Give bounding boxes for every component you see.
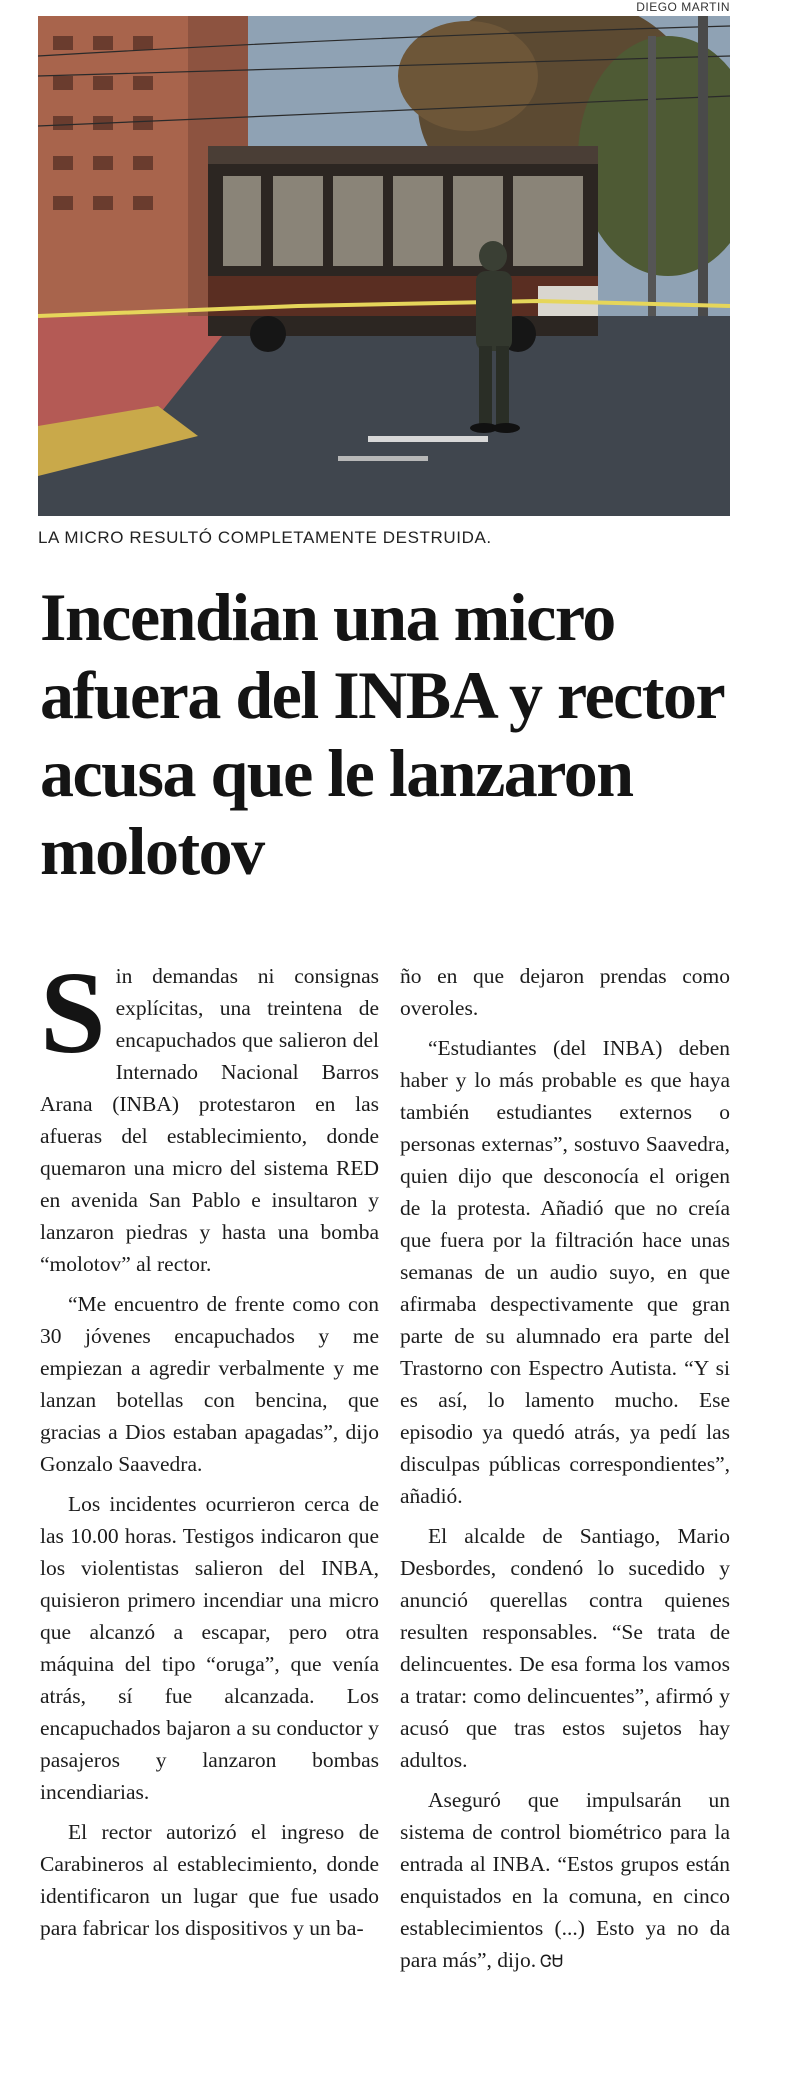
- article-column-1: [40, 947, 379, 1952]
- photo-credit: DIEGO MARTIN: [636, 0, 730, 14]
- paragraph-6: El alcalde de Santiago, Mario Desbordes, condenó lo sucedido y anunció querellas contra quienes resulten responsables. “Se trata de delincuentes. De esa forma los vamos a tratar: como delincuentes”, afirmó y acusó que tras estos sujetos hay adultos.: [400, 1524, 730, 1772]
- news-photo: [38, 16, 730, 516]
- paragraph-4-part-1: El rector autorizó el ingreso de Carabineros al establecimiento, donde identificaron un lugar que fue usado para fabricar los dispositivos y un ba-: [40, 1820, 379, 1940]
- paragraph-7-text: Aseguró que impulsarán un sistema de control biométrico para la entrada al INBA. “Estos grupos están enquistados en la comuna, en cinco establecimientos (...) Esto ya no da para más”, dijo.: [400, 1788, 730, 1972]
- drop-cap: S: [40, 947, 106, 1078]
- paragraph-4-part-2: ño en que dejaron prendas como overoles.: [400, 964, 730, 1020]
- headline: Incendian una micro afuera del INBA y rector acusa que le lanzaron molotov: [40, 579, 723, 889]
- paragraph-5: “Estudiantes (del INBA) deben haber y lo más probable es que haya también estudiantes externos o personas externas”, sostuvo Saavedra, quien dijo que desconocía el origen de la protesta. Añadió que no creía que fuera por la filtración hace unas semanas de un audio suyo, en que afirmaba despectivamente que gran parte de su alumnado era parte del Trastorno con Espectro Autista. “Y si es así, lo lamento mucho. Ese episodio ya quedó atrás, ya pedí las disculpas públicas correspondientes”, añadió.: [400, 1036, 730, 1508]
- article-column-2: [400, 960, 730, 1986]
- end-mark-icon: ᏣᏌ: [540, 1952, 564, 1972]
- burned-bus-scene: [38, 16, 730, 516]
- paragraph-1-text: in demandas ni consignas explícitas, una treintena de encapuchados que salieron del Internado Nacional Barros Arana (INBA) protestaron en las afueras del establecimiento, donde quemaron una micro del sistema RED en avenida San Pablo e insultaron y lanzaron piedras y hasta una bomba “molotov” al rector.: [40, 964, 379, 1276]
- paragraph-1: [40, 947, 379, 1280]
- paragraph-2: “Me encuentro de frente como con 30 jóvenes encapuchados y me empiezan a agredir verbalmente y me lanzan botellas con bencina, que gracias a Dios estaban apagadas”, dijo Gonzalo Saavedra.: [40, 1292, 379, 1476]
- photo-caption: LA MICRO RESULTÓ COMPLETAMENTE DESTRUIDA.: [38, 528, 492, 547]
- paragraph-7: [400, 1784, 730, 1978]
- paragraph-3: Los incidentes ocurrieron cerca de las 10.00 horas. Testigos indicaron que los violentistas salieron del INBA, quisieron primero incendiar una micro que alcanzó a escapar, pero otra máquina del tipo “oruga”, que venía atrás, sí fue alcanzada. Los encapuchados bajaron a su conductor y pasajeros y lanzaron bombas incendiarias.: [40, 1492, 379, 1804]
